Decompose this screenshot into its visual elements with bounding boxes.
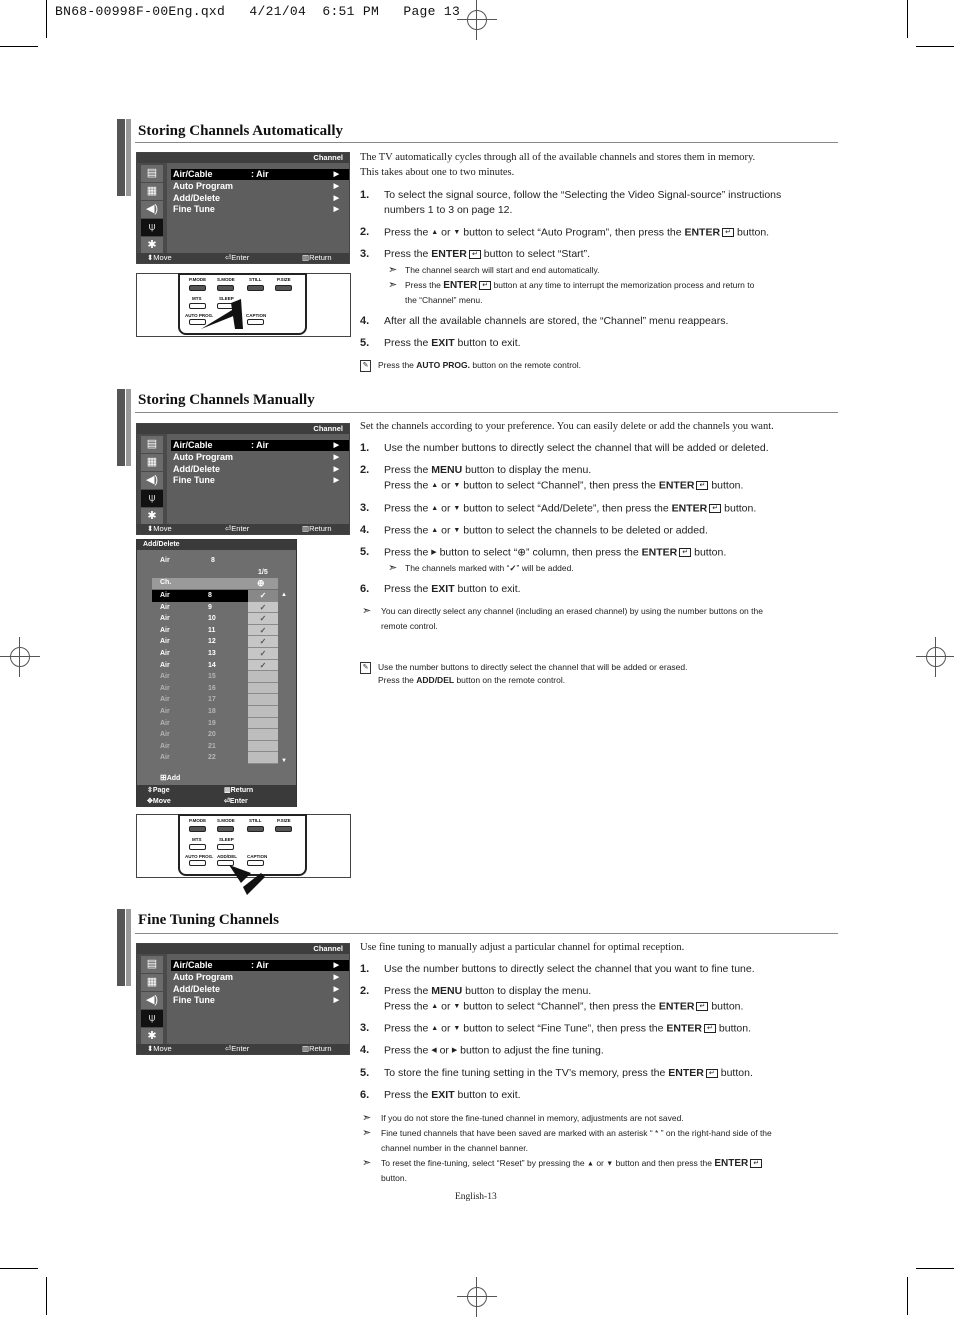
add-legend: ⊞Add <box>160 773 181 782</box>
table-row[interactable]: Air 19 <box>160 719 216 727</box>
registration-mark <box>916 637 954 677</box>
return-hint: ▥ Return <box>302 253 332 262</box>
return-hint: ▥ Return <box>224 787 254 794</box>
menu-item-auto-program[interactable]: Auto Program ▶ <box>173 972 339 982</box>
setup-gear-icon: ✱ <box>141 1028 163 1045</box>
enter-icon: ↵ <box>696 1002 708 1011</box>
empty-check-cell[interactable] <box>248 718 278 730</box>
empty-check-cell[interactable] <box>248 706 278 718</box>
enter-icon: ↵ <box>704 1024 716 1033</box>
up-arrow-icon: ▲ <box>431 1003 439 1010</box>
table-row[interactable]: Air 14 <box>160 661 216 669</box>
antenna-icon: ⍦ <box>141 1010 163 1027</box>
enter-icon: ↵ <box>479 281 491 290</box>
empty-check-cell[interactable] <box>248 729 278 741</box>
intro-text: The TV automatically cycles through all of the available channels and stores them in memory. This takes about one to two minutes. <box>360 152 756 178</box>
note-arrow-icon: ➣ <box>388 264 398 276</box>
step-3: 3. Press the ▲ or ▼ button to select “Add/Delete”, then press the ENTER ↵ button. <box>360 502 757 515</box>
note: ➣ The channels marked with “✓” will be added. <box>388 562 574 574</box>
add-delete-table: Add/Delete Air 8 1/5 Ch. ⊕ Air 8 ✓ Air 9 ✓ Air 10 ✓ Air 11 ✓ Air 12 ✓ Air 13 ✓ Air 14 ✓ Air 15 Air 16 Air 17 Air 18 Air 19 Air 20 Air 21 Air 22 ▲ ▼ ⊞Add ⇳ Page ▥ Return ✥ Move ⏎ Enter <box>136 539 297 807</box>
table-row[interactable]: Air 10 <box>160 615 216 623</box>
note: ➣ Press the ENTER ↵ button at any time to interrupt the memorization process and return to the “Channel” menu. <box>388 279 755 305</box>
up-arrow-icon: ▲ <box>431 1025 439 1032</box>
setup-gear-icon: ✱ <box>141 508 163 525</box>
step-3: 3. Press the ▲ or ▼ button to select “Fine Tune”, then press the ENTER ↵ button. <box>360 1022 752 1035</box>
table-row[interactable]: Air 12 <box>160 638 216 646</box>
step-6: 6. Press the EXIT button to exit. <box>360 583 521 595</box>
up-arrow-icon: ▲ <box>431 527 439 534</box>
return-hint: ▥ Return <box>302 524 332 533</box>
down-arrow-icon: ▼ <box>606 1160 614 1168</box>
arrow-right-icon: ▶ <box>333 183 339 190</box>
section-rule <box>135 142 838 143</box>
step-2: 2. Press the ▲ or ▼ button to select “Auto Program”, then press the ENTER ↵ button. <box>360 226 770 239</box>
step-2: 2. Press the MENU button to display the menu. Press the ▲ or ▼ button to select “Channel”, then press the ENTER ↵ button. <box>360 464 744 492</box>
table-row[interactable]: Air 13 <box>160 650 216 657</box>
picture-icon: ▤ <box>141 436 163 453</box>
right-arrow-icon: ▶ <box>431 549 437 556</box>
crop-mark <box>907 0 908 38</box>
empty-check-cell[interactable] <box>248 683 278 695</box>
up-arrow-icon: ▲ <box>587 1160 594 1168</box>
checkmark-icon: ✓ <box>509 563 517 573</box>
step-5: 5. To store the fine tuning setting in the TV’s memory, press the ENTER ↵ button. <box>360 1067 753 1079</box>
section-rule <box>135 933 838 934</box>
memo: ✎ Use the number buttons to directly select the channel that will be added or erased. Press the ADD/DEL button on the remote control. <box>360 661 840 689</box>
intro-text: Set the channels according to your preference. You can easily delete or add the channels you want. <box>360 421 774 432</box>
intro-text: Use fine tuning to manually adjust a particular channel for optimal reception. <box>360 942 685 953</box>
table-row[interactable]: Air 21 <box>160 742 216 750</box>
enter-icon: ↵ <box>706 1069 718 1078</box>
channel-menu <box>136 943 350 1055</box>
up-arrow-icon: ▲ <box>431 229 439 236</box>
empty-check-cell[interactable] <box>248 752 278 764</box>
registration-mark <box>457 1277 497 1317</box>
arrow-right-icon: ▶ <box>333 206 339 213</box>
down-arrow-icon: ▼ <box>453 1025 461 1032</box>
scroll-down-icon: ▼ <box>281 758 287 764</box>
crop-mark <box>46 0 47 38</box>
menu-item-air-cable[interactable]: Air/Cable : Air ▶ <box>171 960 349 971</box>
pointer-arrow-icon <box>197 299 247 331</box>
menu-title: Channel <box>313 424 343 433</box>
menu-item-air-cable[interactable]: Air/Cable : Air ▶ <box>171 440 349 451</box>
up-arrow-icon: ▲ <box>431 505 439 512</box>
step-6: 6. Press the EXIT button to exit. <box>360 1089 521 1101</box>
menu-item-fine-tune[interactable]: Fine Tune ▶ <box>173 475 339 485</box>
scroll-up-icon: ▲ <box>281 592 287 598</box>
enter-icon: ↵ <box>696 481 708 490</box>
checkmark-icon[interactable]: ✓ <box>248 648 278 660</box>
enter-hint: ⏎ Enter <box>224 798 248 805</box>
checkmark-icon[interactable]: ✓ <box>248 660 278 672</box>
menu-title: Channel <box>313 944 343 953</box>
crop-mark <box>0 1268 38 1269</box>
enter-hint: ⏎ Enter <box>225 524 250 533</box>
channel-menu <box>136 152 350 264</box>
channel-menu <box>136 423 350 535</box>
setup-gear-icon: ✱ <box>141 237 163 254</box>
step-1: 1. To select the signal source, follow the “Selecting the Video Signal-source” instructions numbers 1 to 3 on page 12. <box>360 189 782 216</box>
table-row[interactable]: Air 20 <box>160 731 216 739</box>
checkmark-icon[interactable]: ✓ <box>248 613 278 625</box>
menu-item-fine-tune[interactable]: Fine Tune ▶ <box>173 995 339 1005</box>
memo-icon: ✎ <box>360 360 371 372</box>
menu-item-add-delete[interactable]: Add/Delete ▶ <box>173 984 339 994</box>
empty-check-cell[interactable] <box>248 741 278 753</box>
note-arrow-icon: ➣ <box>388 279 398 291</box>
menu-item-add-delete[interactable]: Add/Delete ▶ <box>173 464 339 474</box>
checkmark-icon[interactable]: ✓ <box>248 602 278 614</box>
table-row[interactable]: Air 17 <box>160 696 216 704</box>
arrow-right-icon: ▶ <box>333 466 339 473</box>
step-1: 1. Use the number buttons to directly select the channel that you want to fine tune. <box>360 963 755 975</box>
up-arrow-icon: ▲ <box>431 482 439 489</box>
note-arrow-icon: ➣ <box>362 605 372 617</box>
antenna-icon: ⍦ <box>141 490 163 507</box>
section-bar <box>117 909 125 986</box>
enter-icon: ↵ <box>709 504 721 513</box>
note: ➣ The channel search will start and end automatically. <box>388 264 600 276</box>
arrow-right-icon: ▶ <box>333 986 339 993</box>
right-arrow-icon: ▶ <box>451 1047 458 1054</box>
remote-illustration: P.MODE S.MODE STILL P.SIZE MTS SLEEP AUTO PROG. CAPTION <box>136 273 351 337</box>
return-hint: ▥ Return <box>302 1044 332 1053</box>
registration-mark <box>0 637 40 677</box>
note-arrow-icon: ➣ <box>362 1127 372 1139</box>
table-row[interactable]: Air 18 <box>160 708 216 715</box>
move-hint: ⬍ Move <box>147 524 172 533</box>
sound-icon: ▦ <box>141 974 163 991</box>
speaker-icon: ◀) <box>141 472 163 489</box>
remote-illustration: P.MODE S.MODE STILL P.SIZE MTS SLEEP AUTO PROG. ADD/DEL CAPTION <box>136 814 351 878</box>
section-bar <box>117 119 125 196</box>
section-title: Fine Tuning Channels <box>138 912 279 928</box>
move-hint: ⬍ Move <box>147 1044 172 1053</box>
arrow-right-icon: ▶ <box>333 477 339 484</box>
menu-item-add-delete[interactable]: Add/Delete ▶ <box>173 193 339 203</box>
picture-icon: ▤ <box>141 956 163 973</box>
down-arrow-icon: ▼ <box>453 527 461 534</box>
crop-mark <box>916 46 954 47</box>
arrow-right-icon: ▶ <box>333 974 339 981</box>
section-bar <box>117 389 125 466</box>
memo: ✎ Press the AUTO PROG. button on the remote control. <box>360 359 840 374</box>
registration-mark <box>457 0 497 40</box>
arrow-right-icon: ▶ <box>333 997 339 1004</box>
note: ➣ To reset the fine-tuning, select “Reset” by pressing the ▲ or ▼ button and then press the ENTER ↵ button. <box>362 1156 838 1186</box>
down-arrow-icon: ▼ <box>453 1003 461 1010</box>
down-arrow-icon: ▼ <box>453 505 461 512</box>
step-3: 3. Press the ENTER ↵ button to select “Start”. <box>360 248 591 260</box>
page-indicator: 1/5 <box>258 569 268 576</box>
table-title: Add/Delete <box>137 540 296 550</box>
page-footer: English-13 <box>455 1192 497 1202</box>
step-4: 4. After all the available channels are stored, the “Channel” menu reappears. <box>360 315 729 327</box>
step-5: 5. Press the ▶ button to select “⊕” column, then press the ENTER ↵ button. <box>360 546 727 559</box>
pointer-arrow-icon <box>227 861 267 901</box>
menu-title: Channel <box>313 153 343 162</box>
note-arrow-icon: ➣ <box>388 562 398 574</box>
table-row[interactable]: Air 9 <box>160 603 212 611</box>
arrow-right-icon: ▶ <box>333 442 339 449</box>
empty-check-cell[interactable] <box>248 671 278 683</box>
move-hint: ⬍ Move <box>147 253 172 262</box>
section-bar <box>126 119 131 196</box>
section-title: Storing Channels Automatically <box>138 123 344 139</box>
down-arrow-icon: ▼ <box>453 482 461 489</box>
speaker-icon: ◀) <box>141 992 163 1009</box>
add-column-icon: ⊕ <box>517 546 527 559</box>
step-1: 1. Use the number buttons to directly select the channel that will be added or deleted. <box>360 442 769 454</box>
antenna-icon: ⍦ <box>141 219 163 236</box>
add-column-icon: ⊕ <box>257 578 265 588</box>
move-hint: ✥ Move <box>147 798 171 805</box>
enter-hint: ⏎ Enter <box>225 253 250 262</box>
left-arrow-icon: ◀ <box>431 1047 437 1054</box>
note-arrow-icon: ➣ <box>362 1112 372 1124</box>
crop-mark <box>907 1277 908 1315</box>
section-title: Storing Channels Manually <box>138 392 315 408</box>
step-2: 2. Press the MENU button to display the menu. Press the ▲ or ▼ button to select “Channel”, then press the ENTER ↵ button. <box>360 985 744 1013</box>
step-4: 4. Press the ▲ or ▼ button to select the channels to be deleted or added. <box>360 524 708 537</box>
note: ➣ You can directly select any channel (including an erased channel) by using the number buttons on the remote control. <box>362 605 763 631</box>
menu-item-auto-program[interactable]: Auto Program ▶ <box>173 452 339 462</box>
checkmark-icon[interactable]: ✓ <box>248 636 278 648</box>
section-bar <box>126 909 131 986</box>
step-5: 5. Press the EXIT button to exit. <box>360 337 521 349</box>
picture-icon: ▤ <box>141 165 163 182</box>
note-arrow-icon: ➣ <box>362 1157 372 1169</box>
note: ➣ Fine tuned channels that have been saved are marked with an asterisk “ * ” on the right-hand side of the channel number in the channel banner. <box>362 1127 772 1153</box>
enter-icon: ↵ <box>750 1159 762 1168</box>
sound-icon: ▦ <box>141 183 163 200</box>
file-header: BN68-00998F-00Eng.qxd 4/21/04 6:51 PM Page 13 <box>55 4 461 19</box>
table-row[interactable]: Air 11 <box>160 626 216 634</box>
page-hint: ⇳ Page <box>147 787 170 794</box>
table-row[interactable]: Air 16 <box>160 684 216 692</box>
step-4: 4. Press the ◀ or ▶ button to adjust the fine tuning. <box>360 1044 604 1057</box>
enter-hint: ⏎ Enter <box>225 1044 250 1053</box>
crop-mark <box>0 46 38 47</box>
table-row[interactable]: Air 8 <box>152 590 248 602</box>
checkmark-icon[interactable]: ✓ <box>248 590 278 602</box>
enter-icon: ↵ <box>469 250 481 259</box>
down-arrow-icon: ▼ <box>453 229 461 236</box>
menu-item-auto-program[interactable]: Auto Program ▶ <box>173 181 339 191</box>
note: ➣ If you do not store the fine-tuned channel in memory, adjustments are not saved. <box>362 1112 684 1124</box>
arrow-right-icon: ▶ <box>333 962 339 969</box>
memo-icon: ✎ <box>360 662 371 674</box>
enter-icon: ↵ <box>679 548 691 557</box>
section-bar <box>126 389 131 466</box>
crop-mark <box>916 1268 954 1269</box>
empty-check-cell[interactable] <box>248 694 278 706</box>
speaker-icon: ◀) <box>141 201 163 218</box>
menu-item-fine-tune[interactable]: Fine Tune ▶ <box>173 204 339 214</box>
arrow-right-icon: ▶ <box>333 171 339 178</box>
table-row[interactable]: Air 22 <box>160 754 216 762</box>
checkmark-icon[interactable]: ✓ <box>248 625 278 637</box>
menu-item-air-cable[interactable]: Air/Cable : Air ▶ <box>171 169 349 180</box>
arrow-right-icon: ▶ <box>333 195 339 202</box>
section-rule <box>135 412 838 413</box>
arrow-right-icon: ▶ <box>333 454 339 461</box>
table-row[interactable]: Air 15 <box>160 673 216 681</box>
sound-icon: ▦ <box>141 454 163 471</box>
crop-mark <box>46 1277 47 1315</box>
enter-icon: ↵ <box>722 228 734 237</box>
